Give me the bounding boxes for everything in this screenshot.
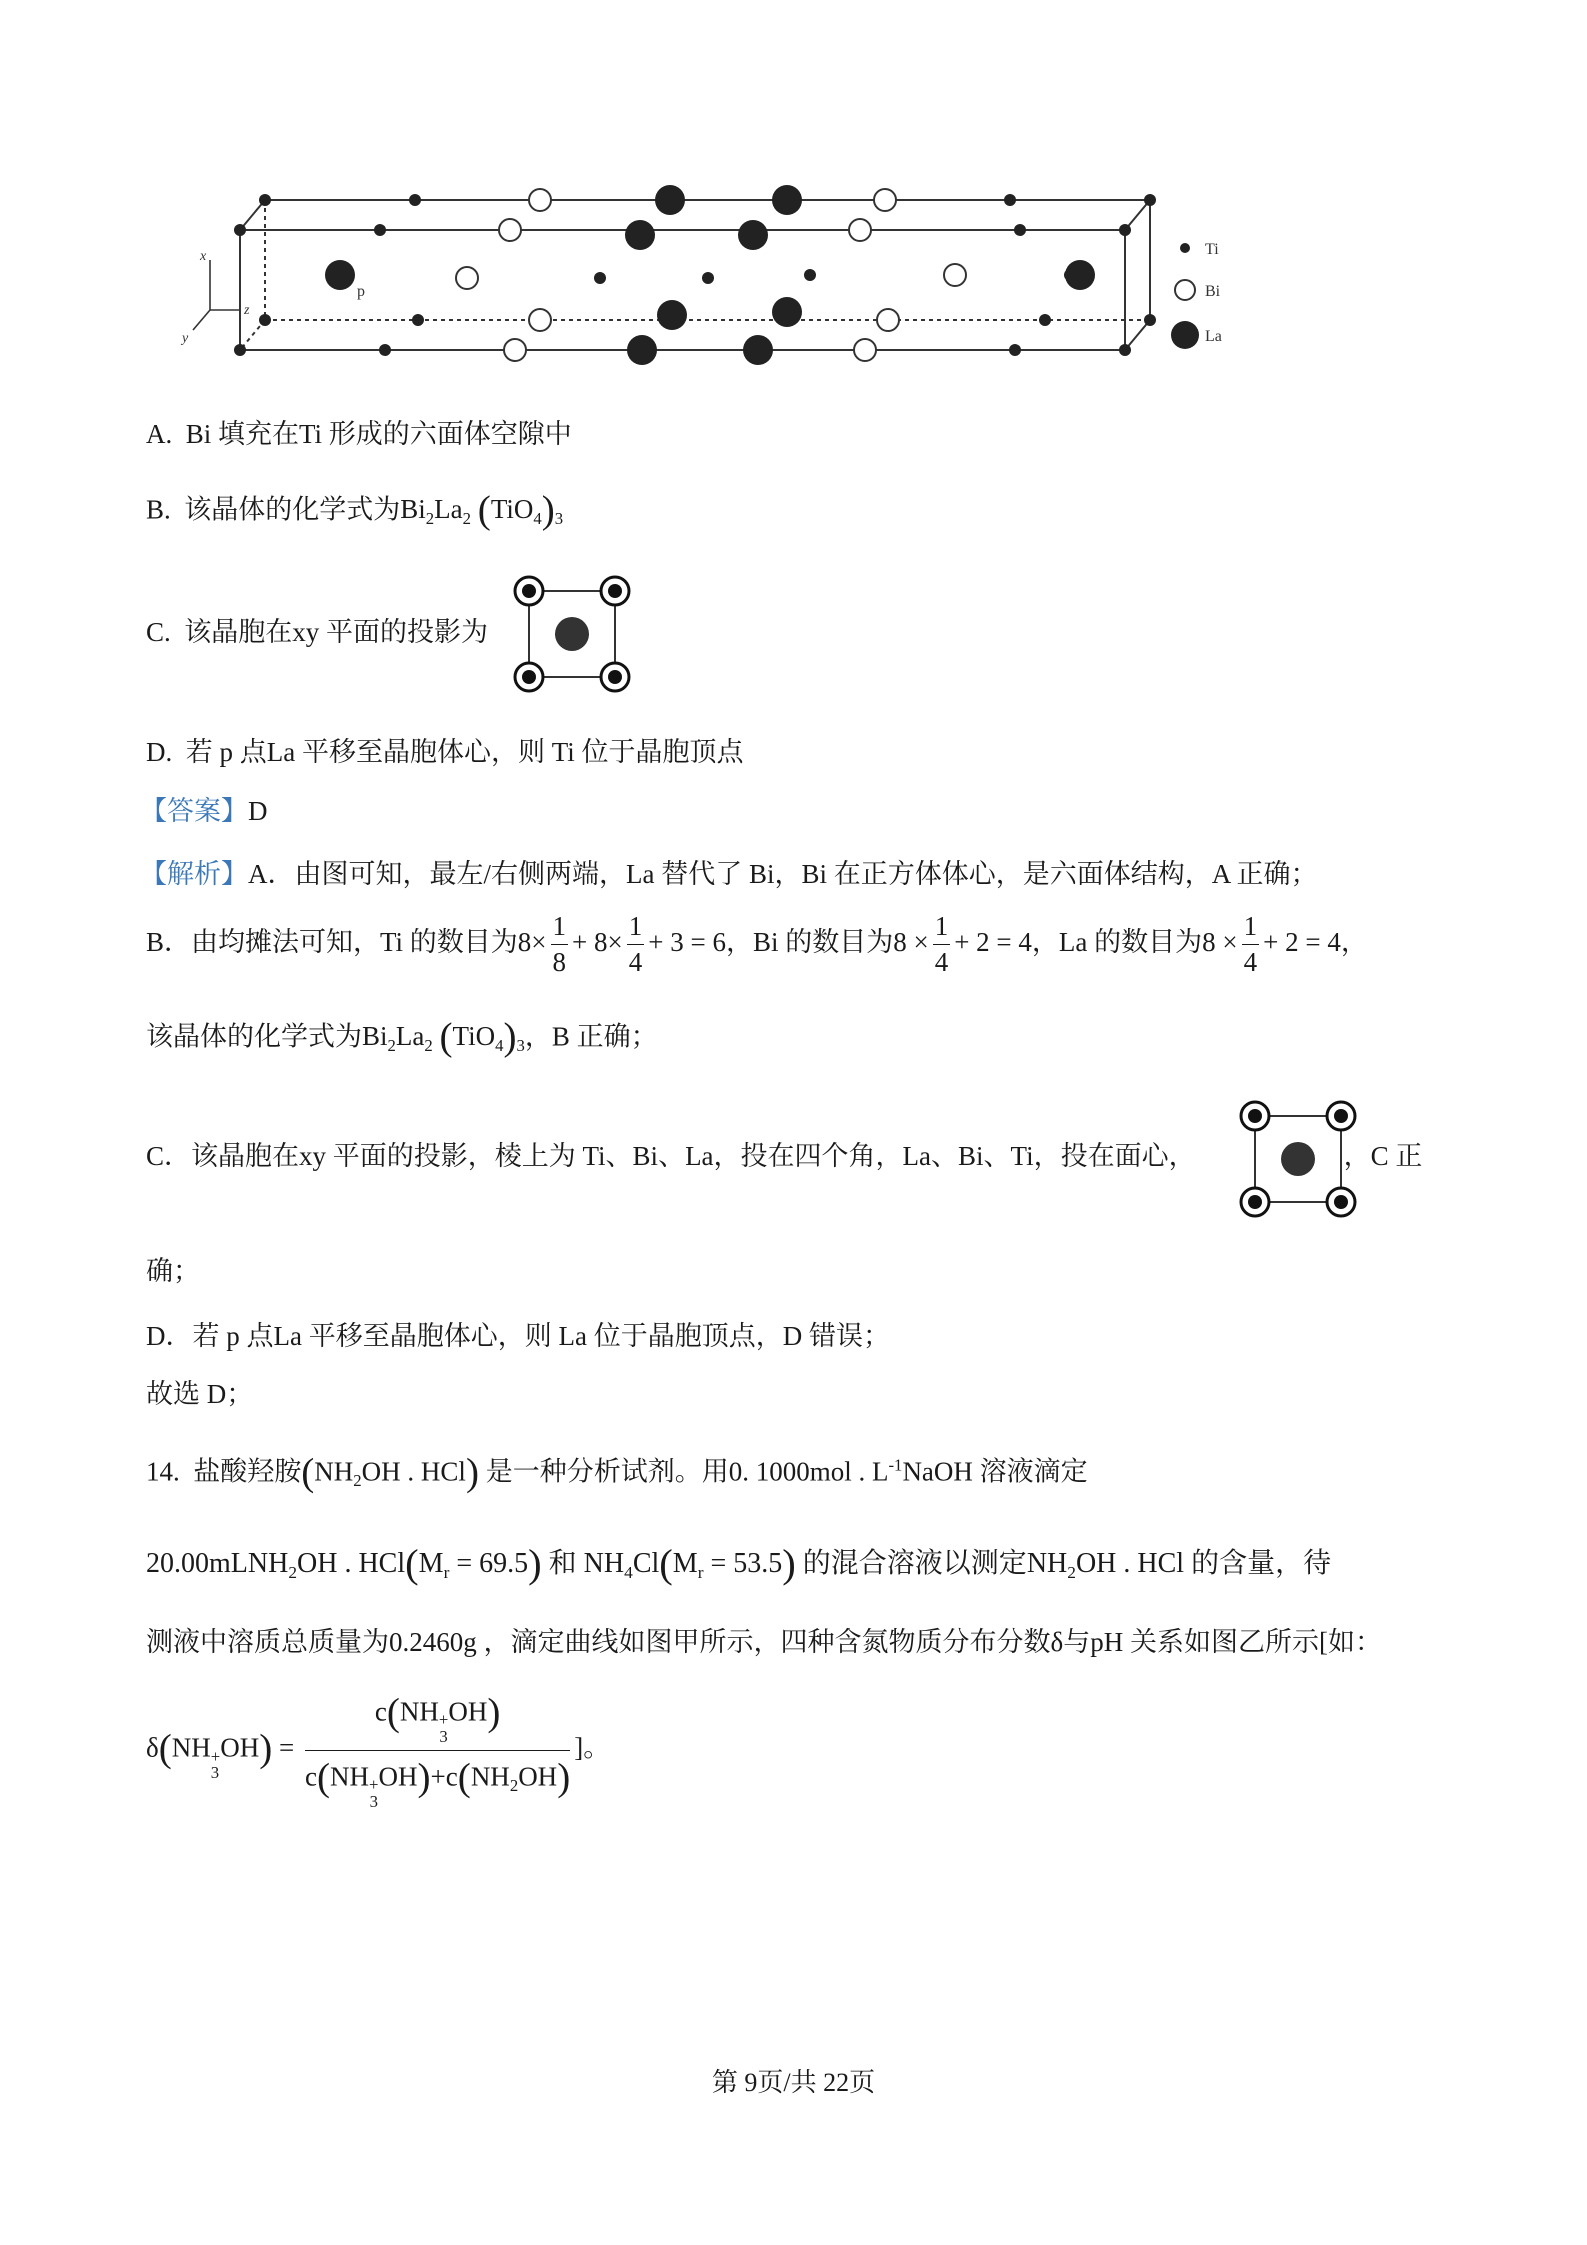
point-p-label: p xyxy=(357,283,365,300)
lhs-nh: NH xyxy=(171,1732,211,1763)
q14-l3-p1: 测液中溶质总质量为 xyxy=(146,1627,389,1657)
q14-l1-p3: 溶液滴定 xyxy=(979,1456,1088,1487)
q14-l1-f1b: OH . HCl xyxy=(361,1456,466,1487)
analysis-b2-end: ，B 正确； xyxy=(524,1021,658,1052)
q14-l3-delta: δ xyxy=(1050,1627,1064,1657)
num-sub: 3 xyxy=(439,1727,448,1747)
q14-l2-m2: M xyxy=(672,1548,698,1580)
q14-line1: 14. 盐酸羟胺($NH_2OH$ . HCl) 是一种分析试剂。用0. 1000mol . $L^{-1}NaOH$ 溶液滴定 xyxy=(146,1451,1088,1494)
analysis-b-part5: + 2 = 4， xyxy=(1263,926,1368,957)
option-d-text: 若 p 点La 平移至晶胞体心，则 Ti 位于晶胞顶点 xyxy=(185,737,744,767)
q14-l1-sup: -1 xyxy=(888,1455,903,1475)
option-c-letter: C. xyxy=(146,617,171,647)
q14-l2-r2: r xyxy=(697,1563,704,1583)
num-oh: OH xyxy=(448,1696,488,1727)
formula-end: ]。 xyxy=(574,1732,611,1763)
num-c: c xyxy=(374,1696,387,1727)
option-a-text: Bi 填充在Ti 形成的六面体空隙中 xyxy=(185,419,572,449)
q14-l2-s2: 4 xyxy=(624,1563,633,1583)
option-b-letter: B. xyxy=(146,494,171,525)
q14-l1-f1s: 2 xyxy=(353,1471,362,1491)
fraction-1-4-b: $\frac{1}{4}$ xyxy=(934,911,949,977)
analysis-c-text: C．该晶胞在xy 平面的投影，棱上为 Ti、Bi、La，投在四个角，La、Bi、Ti，投在面心， xyxy=(146,1141,1196,1171)
q14-l2-p1: 和 xyxy=(548,1548,577,1580)
den-oh1: OH xyxy=(378,1761,418,1792)
q14-l2-s1: 2 xyxy=(288,1563,298,1583)
option-a xyxy=(146,418,572,450)
xy-projection-figure-option-c xyxy=(508,568,638,700)
option-d-letter: D. xyxy=(146,737,173,767)
q14-l2-s3: 2 xyxy=(1067,1563,1076,1583)
q14-l3-p2: ，滴定曲线如图甲所示，四种含氮物质分布分数 xyxy=(483,1627,1051,1657)
den-nh2: NH xyxy=(470,1761,510,1792)
num-sup: + xyxy=(438,1710,449,1730)
q14-l2-t2: OH . HCl xyxy=(1075,1548,1185,1580)
answer xyxy=(140,795,268,827)
q14-l3-p3: 与 xyxy=(1063,1627,1091,1657)
analysis-b2-text: 该晶体的化学式为 xyxy=(146,1021,362,1052)
q14-l2-m1v: = 69.5 xyxy=(449,1548,529,1580)
analysis-tag: 【解析】 xyxy=(140,859,248,889)
fraction-1-4-a: $\frac{1}{4}$ xyxy=(628,911,643,977)
delta-symbol: δ xyxy=(146,1732,159,1763)
q14-line2: 20.00mLNH$_2$OH . $HCl(M_r = 69.5)$ 和 $NH_4Cl(M_r = 53.5)$ 的混合溶液以测定$NH_2OH$ . HCl 的含量，待 xyxy=(146,1541,1332,1586)
lhs-oh: OH xyxy=(220,1732,260,1763)
q14-l2-nh: NH xyxy=(583,1548,625,1580)
q14-number: 14. xyxy=(146,1456,180,1487)
analysis-b-part1: B．由均摊法可知，Ti 的数目为8× xyxy=(146,926,547,957)
analysis-c-line1 xyxy=(146,1140,1422,1172)
q14-l1-naoh: NaOH xyxy=(902,1456,973,1487)
analysis-a xyxy=(140,858,1318,890)
analysis-b-line1 xyxy=(146,912,1368,977)
analysis-a-text: A．由图可知，最左/右侧两端，La 替代了 Bi，Bi 在正方体体心，是六面体结构，A 正确； xyxy=(248,859,1318,889)
q14-l2-vol: 20.00mLNH xyxy=(146,1548,289,1580)
option-c-text: 该晶胞在xy 平面的投影为 xyxy=(184,617,489,647)
den-sub2: 2 xyxy=(509,1775,519,1795)
option-b xyxy=(146,488,563,535)
delta-fraction: c(NH + 3 OH) c(NH + 3 $OH)+c(NH_2OH)$ xyxy=(305,1691,571,1811)
lhs-sup: + xyxy=(210,1746,221,1766)
legend-ti-label: Ti xyxy=(1205,241,1219,258)
xy-projection-figure-analysis xyxy=(1234,1093,1364,1225)
q14-l2-p2: 的混合溶液以测定 xyxy=(802,1548,1027,1580)
analysis-c-line2: 确； xyxy=(146,1256,200,1286)
q14-l2-v2: OH . HCl xyxy=(297,1548,406,1580)
den-nh1: NH xyxy=(330,1761,370,1792)
q14-line3 xyxy=(146,1626,1382,1658)
fraction-1-8: $\frac{1}{8}$ xyxy=(552,911,567,977)
legend-la-label: La xyxy=(1205,328,1222,345)
axis-x-label: x xyxy=(200,249,207,264)
den-sup1: + xyxy=(369,1775,379,1795)
analysis-b-part4: + 2 = 4，La 的数目为8 × xyxy=(954,926,1238,957)
q14-l1-conc: 0. 1000mol . L xyxy=(728,1456,889,1487)
answer-tag: 【答案】 xyxy=(140,796,248,826)
option-a-letter: A. xyxy=(146,419,173,449)
analysis-b-line2 xyxy=(146,1015,658,1062)
q14-l2-p3: 的含量，待 xyxy=(1191,1548,1332,1580)
option-c xyxy=(146,616,488,648)
den-c2: c xyxy=(445,1761,458,1792)
page-footer: 第 9页/共 22页 xyxy=(711,2068,876,2097)
answer-value: D xyxy=(248,796,268,826)
den-plus: + xyxy=(430,1761,446,1792)
crystal-structure-figure xyxy=(160,160,1260,380)
analysis-b-part3: + 3 = 6，Bi 的数目为8 × xyxy=(648,926,929,957)
q14-l3-p4: 关系如图乙所示[如： xyxy=(1129,1627,1382,1657)
analysis-b2-formula: $Bi_2La_2$ $(TiO_4)_3$ xyxy=(362,1016,525,1059)
option-b-text: 该晶体的化学式为 xyxy=(184,494,401,525)
q14-l3-ph: pH xyxy=(1090,1627,1124,1657)
q14-l2-m1: M xyxy=(418,1548,444,1580)
analysis-d-line: D．若 p 点La 平移至晶胞体心，则 La 位于晶胞顶点，D 错误； xyxy=(146,1321,890,1351)
analysis-b-part2: + 8× xyxy=(572,926,623,957)
q14-l2-cl: Cl xyxy=(632,1548,660,1580)
analysis-conclusion: 故选 D； xyxy=(146,1379,254,1409)
den-c1: c xyxy=(305,1761,317,1792)
analysis-c-end: ，C 正 xyxy=(1343,1141,1423,1171)
fraction-1-4-c: $\frac{1}{4}$ xyxy=(1243,911,1258,977)
equals-sign: = xyxy=(279,1732,295,1763)
q14-l2-t: NH xyxy=(1026,1548,1068,1580)
q14-l3-mass: 0.2460g xyxy=(389,1627,477,1657)
q14-l2-r1: r xyxy=(443,1563,450,1583)
num-nh: NH xyxy=(399,1696,439,1727)
q14-line4-formula: δ(NH + 3 OH) = c(NH + 3 OH) c(NH + 3 $OH)+c(NH_2OH)$ ]。 xyxy=(146,1691,611,1811)
option-d xyxy=(146,736,744,768)
legend-bi-label: Bi xyxy=(1205,283,1221,300)
q14-l2-m2v: = 53.5 xyxy=(703,1548,783,1580)
axis-y-label: y xyxy=(182,331,189,346)
q14-l1-p2: 是一种分析试剂。用 xyxy=(485,1456,729,1487)
q14-l1-f1: NH xyxy=(314,1456,354,1487)
den-sub1: 3 xyxy=(369,1791,378,1811)
lhs-sub: 3 xyxy=(210,1763,220,1783)
axis-z-label: z xyxy=(244,303,250,318)
den-oh2: OH xyxy=(518,1761,558,1792)
q14-l1-p1: 盐酸羟胺 xyxy=(193,1456,302,1487)
option-b-formula: $Bi_2La_2$ $(TiO_4)_3$ xyxy=(400,489,564,532)
